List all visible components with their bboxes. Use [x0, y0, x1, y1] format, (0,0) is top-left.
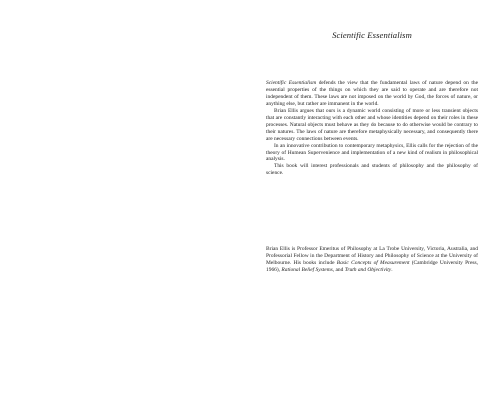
book-title-3: Truth and Objectivity: [344, 266, 392, 273]
page-title: Scientific Essentialism: [332, 30, 412, 40]
description-paragraph-1: [266, 80, 478, 108]
title-reference: Scientific Essentialism: [266, 80, 317, 86]
author-bio-paragraph: [266, 246, 478, 274]
author-bio: [266, 246, 478, 274]
book-title-2: Rational Belief Systems: [281, 266, 333, 273]
author-bio-intro: Brian Ellis is Professor Emeritus of Philosophy at La Trobe University, Victoria, Australia, and Professorial Fellow in the Department of History and Philosophy of Science at the University of Melbourne. His books include: [266, 246, 478, 266]
author-bio-end: .: [391, 266, 393, 273]
description-paragraph-4: This book will interest professionals and students of philosophy and the philosophy of science.: [266, 163, 478, 177]
book-description: [266, 80, 478, 177]
book-title-1: Basic Concepts of Measurement: [336, 259, 410, 266]
description-paragraph-2: Brian Ellis argues that ours is a dynamic world consisting of more or less transient objects that are constantly interacting with each other and whose identities depend on their roles in these processes. Natural objects must behave as they do because to do otherwise would be contrary to their natures. The laws of nature are therefore metaphysically necessary, and consequently there are necessary connections between events.: [266, 107, 478, 142]
author-bio-text-1: (Cambridge University Press, 1966),: [266, 259, 478, 273]
description-paragraph-3: In an innovative contribution to contemporary metaphysics, Ellis calls for the rejection of the theory of Humean Supervenience and implementation of a new kind of realism in philosophical analysis.: [266, 142, 478, 163]
description-paragraph-1-text: defends the view that the fundamental laws of nature depend on the essential properties of the things on which they are said to operate and are therefore not independent of them. These laws are not imposed on the world by God, the forces of nature, or anything else, but rather are immanent in the world.: [266, 80, 478, 107]
author-bio-text-2: , and: [332, 266, 345, 273]
